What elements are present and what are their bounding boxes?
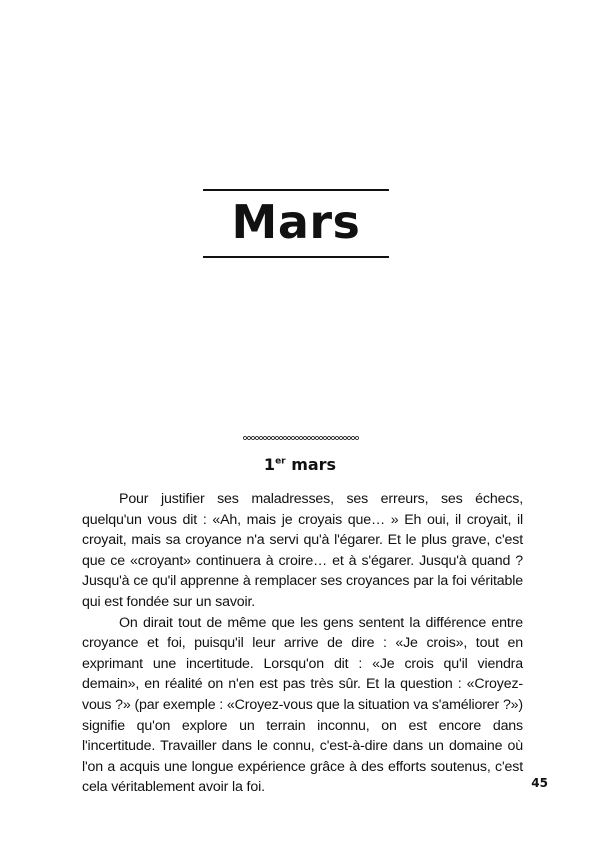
body-paragraph: Pour justifier ses maladresses, ses erreurs, ses échecs, quelqu'un vous dit : «Ah, mais je croyais que… » Eh oui, il croyait, il croyait, mais sa croyance n'a servi qu'à l'égarer. Et le plus grave, c'est que ce «croyant» continuera à croire… et à s'égarer. Jusqu'à quand ? Jusqu'à ce qu'il apprenne à remplacer ses croyances par la foi véritable qui est fondée sur un savoir. — [82, 491, 523, 610]
entry-month: mars — [291, 455, 337, 474]
entry-date-heading — [0, 454, 600, 476]
chapter-title: Mars — [231, 195, 361, 249]
page-number: 45 — [531, 776, 548, 790]
entry-body — [82, 489, 523, 798]
body-paragraph: On dirait tout de même que les gens sentent la différence entre croyance et foi, puisqu'il leur arrive de dire : «Je crois», tout en exprimant une incertitude. Lorsqu'on dit : «Je crois qu'il viendra demain», en réalité on n'en est pas très sûr. Et la question : «Croyez-vous ?» (par exemple : «Croyez-vous que la situation va s'améliorer ?») signifie qu'on explore un terrain inconnu, on est encore dans l'incertitude. Travailler dans le connu, c'est-à-dire dans un domaine où l'on a acquis une longue expérience grâce à des efforts soutenus, c'est cela véritablement avoir la foi. — [82, 614, 523, 796]
entry-day-suffix: er — [275, 456, 286, 467]
chapter-title-bottom-rule — [203, 256, 389, 258]
entry-day: 1 — [263, 455, 276, 474]
ornamental-divider — [243, 436, 359, 440]
